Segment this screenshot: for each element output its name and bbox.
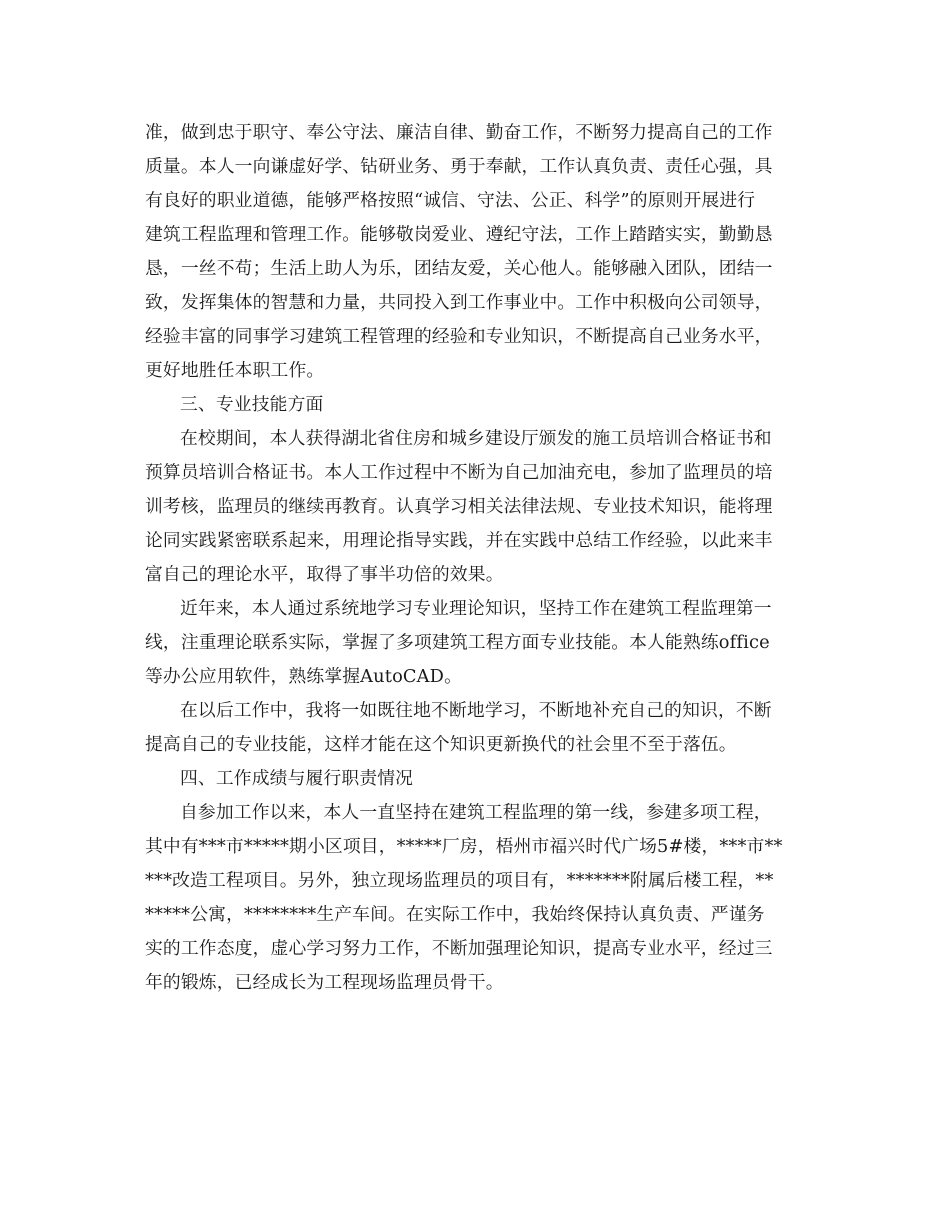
body-text-line: 等办公应用软件，熟练掌握AutoCAD。	[145, 666, 463, 687]
body-text-line: 经验丰富的同事学习建筑工程管理的经验和专业知识，不断提高自己业务水平，	[145, 326, 773, 347]
body-text-line: 质量。本人一向谦虚好学、钻研业务、勇于奉献，工作认真负责、责任心强，具	[145, 156, 773, 177]
body-text-line: 自参加工作以来，本人一直坚持在建筑工程监理的第一线，参建多项工程，	[180, 802, 772, 823]
body-text-line: 准，做到忠于职守、奉公守法、廉洁自律、勤奋工作，不断努力提高自己的工作	[145, 122, 773, 143]
section-heading: 三、专业技能方面	[180, 394, 324, 415]
body-text-line: 致，发挥集体的智慧和力量，共同投入到工作事业中。工作中积极向公司领导，	[145, 292, 773, 313]
body-text-line: 预算员培训合格证书。本人工作过程中不断为自己加油充电，参加了监理员的培	[145, 462, 773, 483]
body-text-line: 提高自己的专业技能，这样才能在这个知识更新换代的社会里不至于落伍。	[145, 734, 737, 755]
body-text-line: *****公寓，********生产车间。在实际工作中，我始终保持认真负责、严谨务	[145, 904, 765, 925]
body-text-line: ***改造工程项目。另外，独立现场监理员的项目有，*******附属后楼工程，**	[145, 870, 774, 891]
body-text-line: 更好地胜任本职工作。	[145, 360, 325, 381]
body-text-line: 恳，一丝不苟；生活上助人为乐，团结友爱，关心他人。能够融入团队，团结一	[145, 258, 773, 279]
body-text-line: 建筑工程监理和管理工作。能够敬岗爱业、遵纪守法，工作上踏踏实实，勤勤恳	[145, 224, 773, 245]
body-text-line: 训考核，监理员的继续再教育。认真学习相关法律法规、专业技术知识，能将理	[145, 496, 773, 517]
body-text-line: 论同实践紧密联系起来，用理论指导实践，并在实践中总结工作经验，以此来丰	[145, 530, 773, 551]
body-text-line: 近年来，本人通过系统地学习专业理论知识，坚持工作在建筑工程监理第一	[180, 598, 772, 619]
body-text-line: 在以后工作中，我将一如既往地不断地学习，不断地补充自己的知识，不断	[180, 700, 772, 721]
body-text-line: 在校期间，本人获得湖北省住房和城乡建设厅颁发的施工员培训合格证书和	[180, 428, 772, 449]
body-text-line: 有良好的职业道德，能够严格按照“诚信、守法、公正、科学”的原则开展进行	[145, 190, 756, 211]
body-text-line: 其中有***市*****期小区项目，*****厂房，梧州市福兴时代广场5#楼，***市**	[145, 836, 783, 857]
section-heading: 四、工作成绩与履行职责情况	[180, 768, 414, 789]
body-text-line: 年的锻炼，已经成长为工程现场监理员骨干。	[145, 972, 504, 993]
body-text-line: 实的工作态度，虚心学习努力工作，不断加强理论知识，提高专业水平，经过三	[145, 938, 773, 959]
body-text-line: 富自己的理论水平，取得了事半功倍的效果。	[145, 564, 504, 585]
body-text-line: 线，注重理论联系实际，掌握了多项建筑工程方面专业技能。本人能熟练office	[145, 632, 770, 653]
